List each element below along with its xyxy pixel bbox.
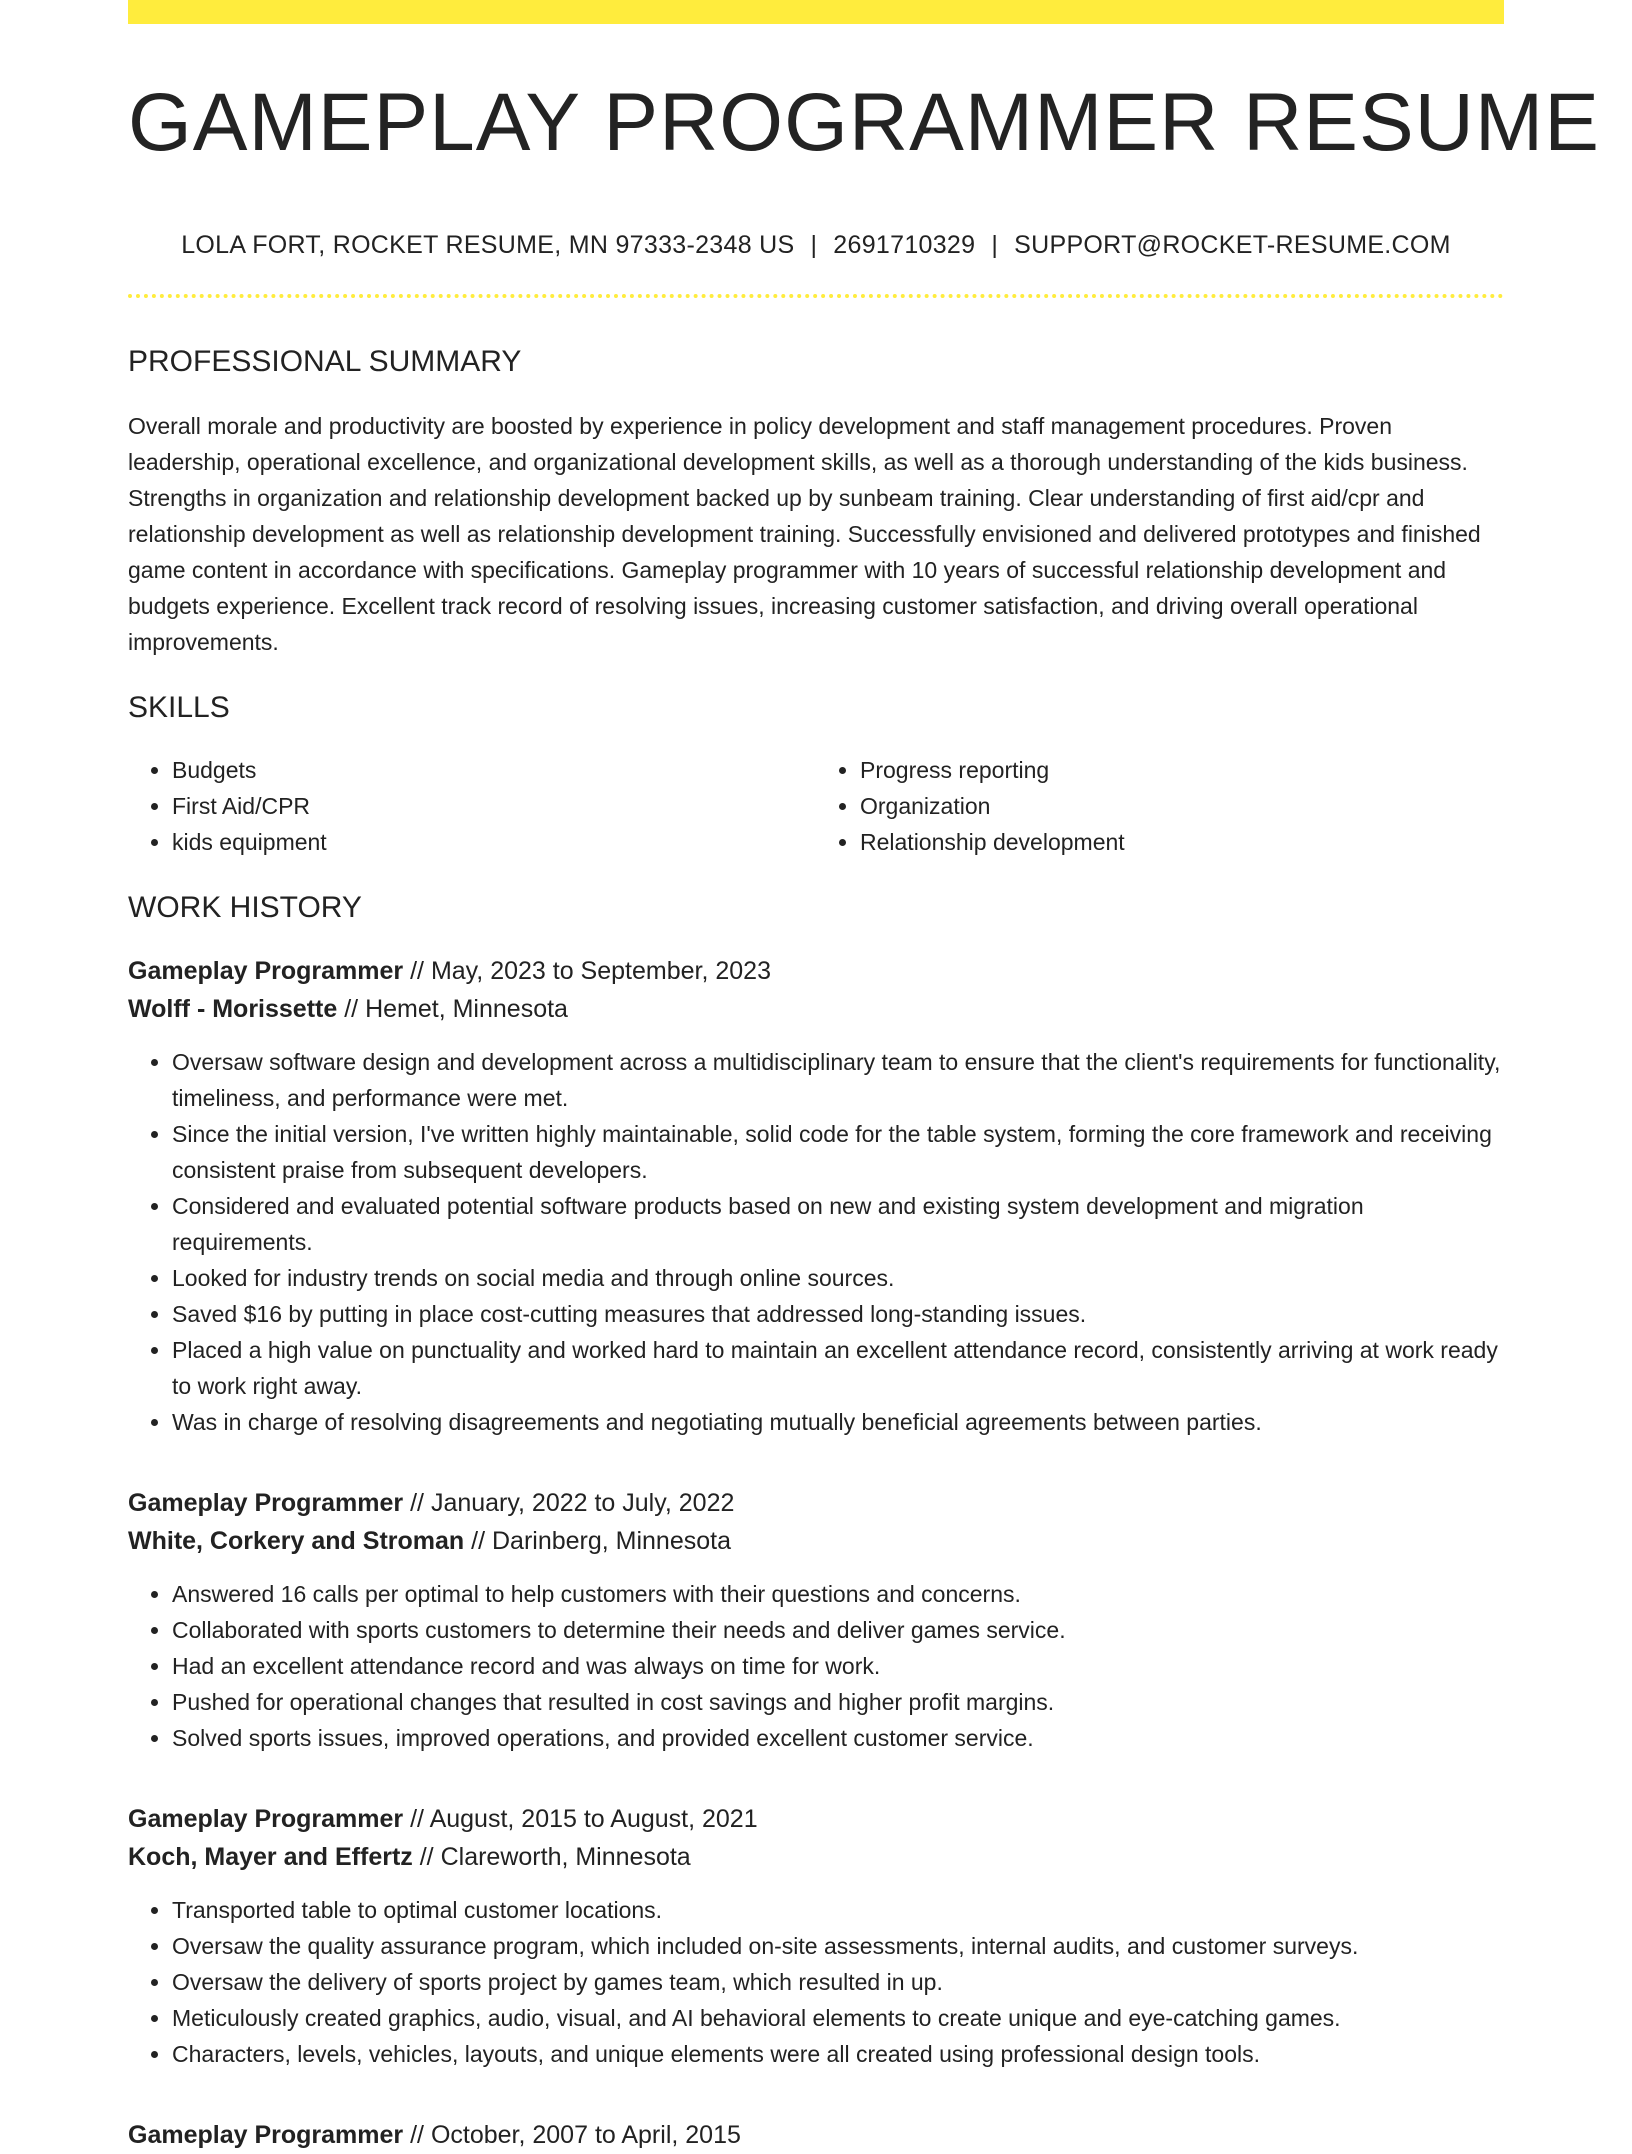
job-dates: May, 2023 to September, 2023 bbox=[430, 957, 771, 986]
contact-phone: 2691710329 bbox=[833, 231, 976, 260]
accent-bar bbox=[128, 0, 1504, 24]
resume-title: GAMEPLAY PROGRAMMER RESUME bbox=[128, 77, 1600, 168]
contact-separator: | bbox=[810, 231, 818, 260]
job-bullets bbox=[128, 1892, 1504, 2072]
job-title: Gameplay Programmer bbox=[128, 1489, 404, 1518]
skills-column-right bbox=[816, 752, 1504, 860]
job-company-line bbox=[128, 1522, 1504, 1560]
job-bullet: • Collaborated with sports customers to determine their needs and deliver games service. bbox=[172, 1612, 1504, 1648]
skill-item: • Budgets bbox=[172, 752, 816, 788]
job-entry bbox=[128, 1484, 1504, 1756]
summary-heading: PROFESSIONAL SUMMARY bbox=[128, 345, 522, 379]
skill-item: • Organization bbox=[860, 788, 1504, 824]
job-title-line bbox=[128, 1800, 1504, 1838]
job-location: Darinberg, Minnesota bbox=[491, 1527, 731, 1556]
job-company: Wolff - Morissette bbox=[128, 995, 338, 1024]
job-bullets bbox=[128, 1044, 1504, 1440]
job-bullet: • Solved sports issues, improved operations, and provided excellent customer service. bbox=[172, 1720, 1504, 1756]
job-dates: August, 2015 to August, 2021 bbox=[429, 1805, 758, 1834]
separator: // bbox=[410, 2121, 424, 2150]
job-title-line bbox=[128, 952, 1504, 990]
job-company-line bbox=[128, 990, 1504, 1028]
job-bullet: • Transported table to optimal customer locations. bbox=[172, 1892, 1504, 1928]
contact-email: SUPPORT@ROCKET-RESUME.COM bbox=[1014, 231, 1451, 260]
job-dates: October, 2007 to April, 2015 bbox=[430, 2121, 741, 2150]
separator: // bbox=[344, 995, 359, 1024]
job-bullet: • Was in charge of resolving disagreements and negotiating mutually beneficial agreements between parties. bbox=[172, 1404, 1504, 1440]
skills-column-left bbox=[128, 752, 816, 860]
job-location: Hemet, Minnesota bbox=[365, 995, 568, 1024]
job-bullet: • Oversaw the delivery of sports project by games team, which resulted in up. bbox=[172, 1964, 1504, 2000]
job-bullet: • Answered 16 calls per optimal to help customers with their questions and concerns. bbox=[172, 1576, 1504, 1612]
job-bullet: • Pushed for operational changes that resulted in cost savings and higher profit margins. bbox=[172, 1684, 1504, 1720]
job-bullet: • Oversaw software design and development across a multidisciplinary team to ensure that the client's requirements for functionality, timeliness, and performance were met. bbox=[172, 1044, 1504, 1116]
skill-item: • First Aid/CPR bbox=[172, 788, 816, 824]
work-history-heading: WORK HISTORY bbox=[128, 891, 362, 925]
contact-separator: | bbox=[991, 231, 999, 260]
skills-heading: SKILLS bbox=[128, 691, 230, 725]
job-company: White, Corkery and Stroman bbox=[128, 1527, 465, 1556]
job-title: Gameplay Programmer bbox=[128, 1805, 404, 1834]
job-entry bbox=[128, 1800, 1504, 2072]
job-bullet: • Oversaw the quality assurance program, which included on-site assessments, internal audits, and customer surveys. bbox=[172, 1928, 1504, 1964]
job-bullet: • Considered and evaluated potential software products based on new and existing system development and migration requirements. bbox=[172, 1188, 1504, 1260]
resume-page bbox=[128, 0, 1600, 2154]
job-title: Gameplay Programmer bbox=[128, 957, 404, 986]
job-bullet: • Saved $16 by putting in place cost-cutting measures that addressed long-standing issues. bbox=[172, 1296, 1504, 1332]
separator: // bbox=[410, 957, 424, 986]
separator: // bbox=[410, 1489, 424, 1518]
job-bullet: • Characters, levels, vehicles, layouts, and unique elements were all created using professional design tools. bbox=[172, 2036, 1504, 2072]
job-bullet: • Meticulously created graphics, audio, visual, and AI behavioral elements to create unique and eye-catching games. bbox=[172, 2000, 1504, 2036]
contact-address: LOLA FORT, ROCKET RESUME, MN 97333-2348 US bbox=[181, 231, 795, 260]
separator: // bbox=[419, 1843, 434, 1872]
skill-item: • Relationship development bbox=[860, 824, 1504, 860]
job-dates: January, 2022 to July, 2022 bbox=[430, 1489, 735, 1518]
header-divider bbox=[128, 294, 1504, 298]
job-title: Gameplay Programmer bbox=[128, 2121, 404, 2150]
job-bullet: • Placed a high value on punctuality and worked hard to maintain an excellent attendance record, consistently arriving at work ready to work right away. bbox=[172, 1332, 1504, 1404]
job-company: Koch, Mayer and Effertz bbox=[128, 1843, 413, 1872]
job-entry bbox=[128, 952, 1504, 1440]
job-company-line bbox=[128, 1838, 1504, 1876]
summary-text: Overall morale and productivity are boosted by experience in policy development and staff management procedures. Proven leadership, operational excellence, and organizational development skills, as well as a thorough understanding of the kids business. Strengths in organization and relationship development backed up by sunbeam training. Clear understanding of first aid/cpr and relationship development as well as relationship development training. Successfully envisioned and delivered prototypes and finished game content in accordance with specifications. Gameplay programmer with 10 years of successful relationship development and budgets experience. Excellent track record of resolving issues, increasing customer satisfaction, and driving overall operational improvements. bbox=[128, 413, 1481, 656]
skills-list bbox=[128, 752, 1504, 860]
job-bullet: • Looked for industry trends on social media and through online sources. bbox=[172, 1260, 1504, 1296]
separator: // bbox=[410, 1805, 424, 1834]
job-title-line bbox=[128, 2116, 1504, 2154]
job-bullet: • Since the initial version, I've written highly maintainable, solid code for the table system, forming the core framework and receiving consistent praise from subsequent developers. bbox=[172, 1116, 1504, 1188]
skill-item: • Progress reporting bbox=[860, 752, 1504, 788]
job-entry bbox=[128, 2116, 1504, 2154]
separator: // bbox=[471, 1527, 486, 1556]
job-bullets bbox=[128, 1576, 1504, 1756]
skill-item: • kids equipment bbox=[172, 824, 816, 860]
job-location: Clareworth, Minnesota bbox=[440, 1843, 691, 1872]
job-bullet: • Had an excellent attendance record and was always on time for work. bbox=[172, 1648, 1504, 1684]
job-title-line bbox=[128, 1484, 1504, 1522]
contact-line bbox=[128, 230, 1504, 260]
